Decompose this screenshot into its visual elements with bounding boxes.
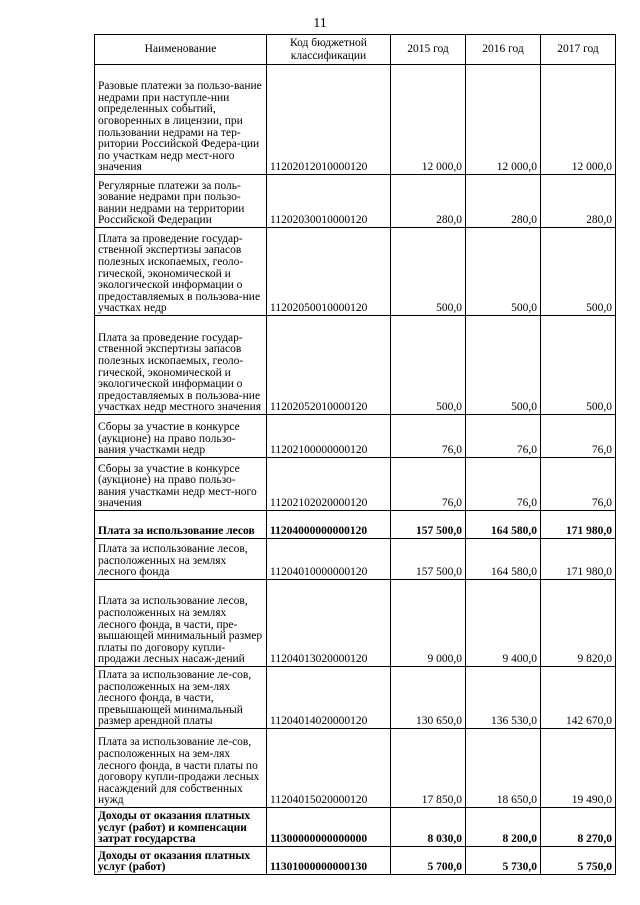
row-value-2016: 164 580,0	[466, 511, 541, 539]
row-code-cell: 11301000000000130	[267, 847, 391, 875]
row-value-2015: 76,0	[391, 458, 466, 511]
row-value-2015: 76,0	[391, 415, 466, 458]
row-value-2015: 157 500,0	[391, 539, 466, 580]
row-code-cell: 11300000000000000	[267, 808, 391, 847]
table-row	[95, 415, 616, 458]
row-code-cell: 11202030010000120	[267, 175, 391, 228]
row-value-2017: 500,0	[541, 316, 616, 415]
row-name-cell: Плата за использование лесов, расположенных на землях лесного фонда, в части, пре-вышающей минимальный размер платы по договору купли-продажи лесных насаж-дений	[95, 580, 267, 667]
row-code-cell: 11202050010000120	[267, 228, 391, 316]
row-code-cell: 11202100000000120	[267, 415, 391, 458]
row-value-2017: 9 820,0	[541, 580, 616, 667]
row-value-2017: 280,0	[541, 175, 616, 228]
row-code-cell: 11204010000000120	[267, 539, 391, 580]
row-value-2016: 12 000,0	[466, 65, 541, 175]
row-value-2016: 9 400,0	[466, 580, 541, 667]
row-name-cell: Плата за использование ле-сов, расположенных на зем-лях лесного фонда, в части платы по договору купли-продажи лесных насаждений для собственных нужд	[95, 729, 267, 808]
row-value-2015: 5 700,0	[391, 847, 466, 875]
row-value-2017: 171 980,0	[541, 511, 616, 539]
row-value-2015: 157 500,0	[391, 511, 466, 539]
table-row	[95, 316, 616, 415]
table-row	[95, 65, 616, 175]
row-value-2015: 8 030,0	[391, 808, 466, 847]
row-value-2017: 76,0	[541, 415, 616, 458]
row-name-cell: Плата за проведение государ-ственной экспертизы запасов полезных ископаемых, геоло-гической, экономической и экологической информации о предоставляемых в пользова-ние участках недр местного значения	[95, 316, 267, 415]
header-2017: 2017 год	[541, 35, 616, 65]
header-name: Наименование	[95, 35, 267, 65]
row-name-cell: Разовые платежи за пользо-вание недрами при наступле-нии определенных событий, оговоренных в лицензии, при пользовании недрами на тер-ритории Российской Федера-ции по участкам недр мест-ного значения	[95, 65, 267, 175]
row-value-2016: 76,0	[466, 458, 541, 511]
row-name-cell: Доходы от оказания платных услуг (работ) и компенсации затрат государства	[95, 808, 267, 847]
table-row	[95, 580, 616, 667]
table-row	[95, 228, 616, 316]
row-value-2016: 8 200,0	[466, 808, 541, 847]
row-value-2017: 500,0	[541, 228, 616, 316]
row-code-cell: 11204000000000120	[267, 511, 391, 539]
table-row	[95, 539, 616, 580]
row-value-2015: 500,0	[391, 228, 466, 316]
row-name-cell: Плата за использование ле-сов, расположенных на зем-лях лесного фонда, в части, превышающей минимальный размер арендной платы	[95, 667, 267, 729]
header-2015: 2015 год	[391, 35, 466, 65]
row-value-2015: 9 000,0	[391, 580, 466, 667]
row-name-cell: Сборы за участие в конкурсе (аукционе) на право пользо-вания участками недр мест-ного значения	[95, 458, 267, 511]
row-name-cell: Регулярные платежи за поль-зование недрами при пользо-вании недрами на территории Российской Федерации	[95, 175, 267, 228]
row-code-cell: 11202102020000120	[267, 458, 391, 511]
row-value-2016: 5 730,0	[466, 847, 541, 875]
table-body	[95, 65, 616, 875]
table-row	[95, 511, 616, 539]
table-row	[95, 667, 616, 729]
row-value-2015: 280,0	[391, 175, 466, 228]
row-value-2016: 500,0	[466, 228, 541, 316]
header-code: Код бюджетной классификации	[267, 35, 391, 65]
row-name-cell: Плата за проведение государ-ственной экспертизы запасов полезных ископаемых, геоло-гической, экономической и экологической информации о предоставляемых в пользова-ние участках недр	[95, 228, 267, 316]
row-value-2017: 171 980,0	[541, 539, 616, 580]
row-name-cell: Доходы от оказания платных услуг (работ)	[95, 847, 267, 875]
table-row	[95, 729, 616, 808]
row-name-cell: Плата за использование лесов, расположенных на землях лесного фонда	[95, 539, 267, 580]
row-value-2017: 5 750,0	[541, 847, 616, 875]
row-value-2016: 500,0	[466, 316, 541, 415]
table-row	[95, 458, 616, 511]
row-value-2015: 500,0	[391, 316, 466, 415]
page-number: 11	[313, 16, 327, 31]
row-value-2017: 12 000,0	[541, 65, 616, 175]
table-row	[95, 808, 616, 847]
header-2016: 2016 год	[466, 35, 541, 65]
row-value-2015: 17 850,0	[391, 729, 466, 808]
row-code-cell: 11204013020000120	[267, 580, 391, 667]
row-code-cell: 11202012010000120	[267, 65, 391, 175]
row-value-2015: 12 000,0	[391, 65, 466, 175]
row-value-2017: 8 270,0	[541, 808, 616, 847]
row-value-2015: 130 650,0	[391, 667, 466, 729]
row-value-2016: 280,0	[466, 175, 541, 228]
row-value-2016: 18 650,0	[466, 729, 541, 808]
table-row	[95, 847, 616, 875]
table-row	[95, 175, 616, 228]
row-value-2016: 76,0	[466, 415, 541, 458]
row-code-cell: 11202052010000120	[267, 316, 391, 415]
budget-revenue-table	[94, 34, 616, 875]
row-name-cell: Сборы за участие в конкурсе (аукционе) на право пользо-вания участками недр	[95, 415, 267, 458]
table-header-row	[95, 35, 616, 65]
row-value-2016: 164 580,0	[466, 539, 541, 580]
row-code-cell: 11204014020000120	[267, 667, 391, 729]
row-value-2017: 76,0	[541, 458, 616, 511]
row-value-2017: 142 670,0	[541, 667, 616, 729]
row-value-2016: 136 530,0	[466, 667, 541, 729]
row-name-cell: Плата за использование лесов	[95, 511, 267, 539]
row-code-cell: 11204015020000120	[267, 729, 391, 808]
row-value-2017: 19 490,0	[541, 729, 616, 808]
